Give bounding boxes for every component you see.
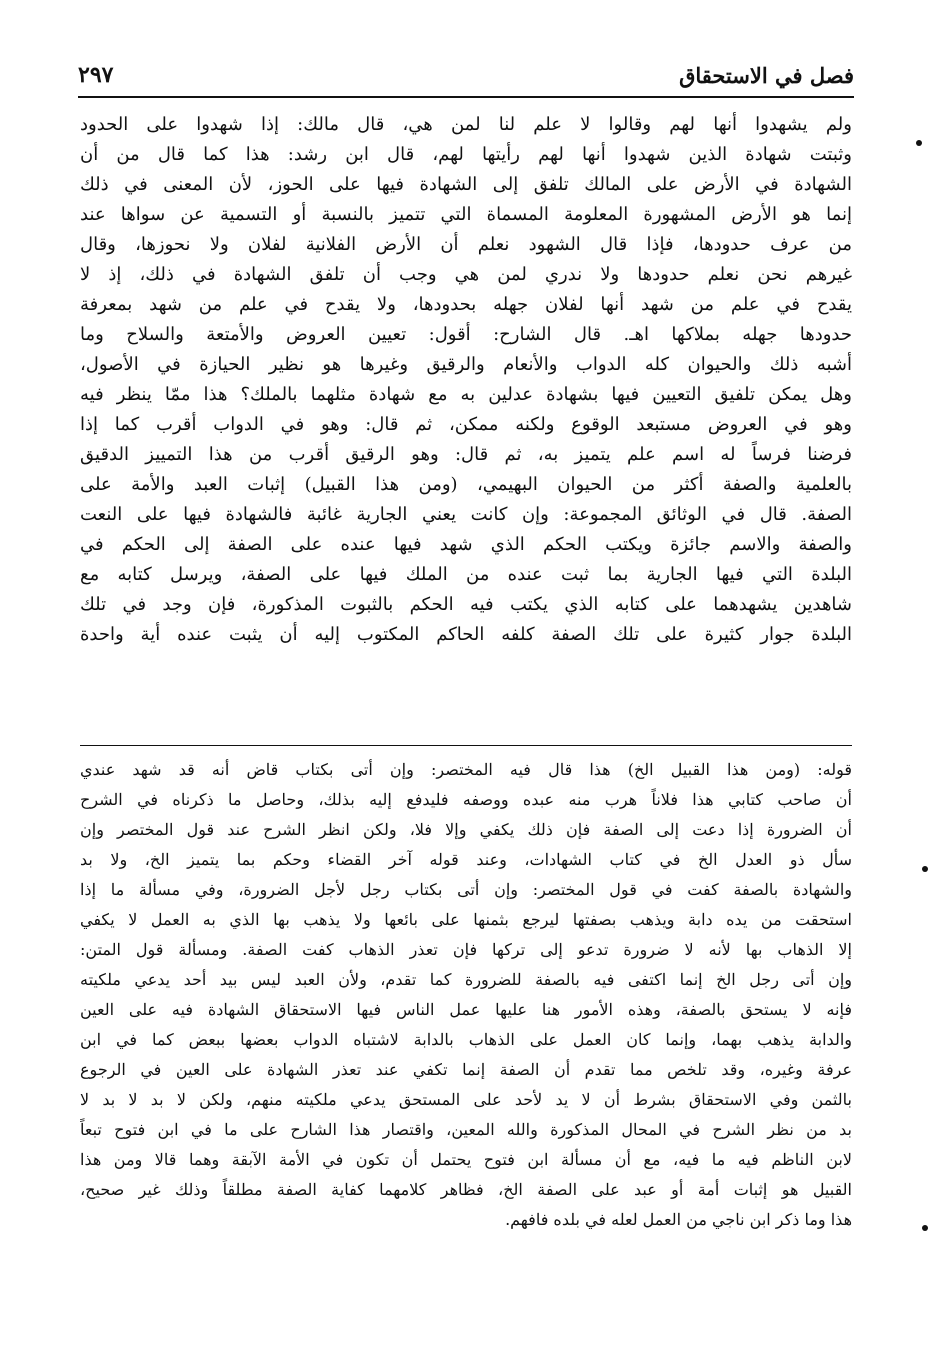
- main-text-line: البلدة جوار كثيرة على تلك الصفة كلفه الحاكم المكتوب إليه أن يثبت عنده أية واحدة: [80, 624, 852, 645]
- footnote-line: بد من نظر الشرح في المحال المذكورة والله المعين، واقتصار هذا الشارح على ما في ابن فتوح تبعاً: [80, 1120, 852, 1139]
- main-text-line: وهل يمكن تلفيق التعيين فيها بشهادة عدلين به مع شهادة مثلهما بالملك؟ هذا ممّا ينظر فيه: [80, 384, 852, 405]
- footnote-line: لابن الناظم فيه ما فيه، مع أن مسألة ابن فتوح يحتمل أن تكون في الأمة الآبقة وهما قالا ومن هذا: [80, 1150, 852, 1169]
- main-text-line: يقدح في علم من شهد أنها لفلان جهله بحدودها، ولا يقدح في علم من شهد بمعرفة: [80, 294, 852, 315]
- footnote-separator: [80, 745, 852, 746]
- page-number: ٢٩٧: [78, 62, 114, 88]
- main-text: [80, 110, 852, 650]
- footnote-line: عرفة وغيره، وقد تلخص مما تقدم أن الصفة إنما تكفي عند تعذر الشهادة على العين في الرجوع: [80, 1060, 852, 1079]
- main-text-line: والصفة والاسم جائزة ويكتب الحكم الذي شهد فيها عنده على الصفة إلى الحكم في: [80, 534, 852, 555]
- scan-mark: [916, 140, 922, 146]
- scan-mark: [922, 1225, 928, 1231]
- main-text-line: وهو في العروض مستبعد الوقوع ولكنه ممكن، ثم قال: وهو في الدواب أقرب كما إذا: [80, 414, 852, 435]
- main-text-line: ولم يشهدوا أنها لهم وقالوا لا علم لنا لمن هي، قال مالك: إذا شهدوا على الحدود: [80, 114, 852, 135]
- page-header: [78, 58, 854, 92]
- footnote-line: أن صاحب كتابي هذا فلاناً هرب منه عبده ووصفه فليدفع إليه بذلك، وحاصل ما ذكرناه في الشرح: [80, 790, 852, 809]
- main-text-line: شاهدين يشهدهما على كتابه الذي يكتب فيه الحكم بالثبوت المذكورة، فإن وجد في تلك: [80, 594, 852, 615]
- main-text-line: حدودها جهله بملاكها اهـ. قال الشارح: أقول: تعيين العروض والأمتعة والسلاح وما: [80, 324, 852, 345]
- footnote-line: أن الضرورة إذا دعت إلى الصفة فإن ذلك يكفي وإلا فلا، ولكن انظر الشرح عند قول المختصر وإن: [80, 820, 852, 839]
- chapter-title: فصل في الاستحقاق: [679, 62, 854, 88]
- footnote-line: والشهادة بالصفة كفت في قول المختصر: وإن أتى بكتاب رجل لأجل الضرورة، وفي مسألة ما إذا: [80, 880, 852, 899]
- footnote-line: قوله: (ومن هذا القبيل الخ) هذا قال فيه المختصر: وإن أتى بكتاب قاض أنه قد شهد عندي: [80, 760, 852, 779]
- main-text-line: أشبه ذلك والحيوان كله الدواب والأنعام والرقيق وغيرها هو نظير الحيازة في الأصول،: [80, 354, 852, 375]
- header-rule: [78, 96, 854, 98]
- footnote-line: سأل ذو العدل الخ في كتاب الشهادات، وعند قوله آخر القضاء وحكم بما يتميز الخ، ولا بد: [80, 850, 852, 869]
- main-text-line: الشهادة في الأرض على المالك تلفق إلى الشهادة فيها على الحوز، لأن المعنى في ذلك: [80, 174, 852, 195]
- main-text-line: فرضنا فرساً له اسم علم يتميز به، ثم قال: وهو الرقيق أقرب من هذا التمييز الدقيق: [80, 444, 852, 465]
- footnote-line: بالثمن وفي الاستحقاق بشرط أن لا يد لأحد على المستحق يدعي ملكيته منهم، ولكن لا بد لا بد لا: [80, 1090, 852, 1109]
- main-text-line: البلدة التي فيها الجارية بما ثبت عنده من الملك فيها على الصفة، ويرسل كتابه مع: [80, 564, 852, 585]
- scan-mark: [922, 866, 928, 872]
- footnote-line: فإنه لا يستحق بالصفة، وهذه الأمور هنا عليها عمل الناس فيها الاستحقاق الشهادة فيه على العين: [80, 1000, 852, 1019]
- footnote-line: هذا وما ذكر ابن ناجي من العمل لعله في بلده فافهم.: [505, 1210, 852, 1229]
- footnote-line: وإن أتى رجل الخ إنما اكتفى فيه بالصفة للضرورة كما تقدم، ولأن العبد ليس بيد أحد يدعي ملكيته: [80, 970, 852, 989]
- footnote-text: [80, 755, 852, 1235]
- main-text-line: إنما هو الأرض المشهورة المعلومة المسماة التي تتميز بالنسبة أو التسمية عن سواها عند: [80, 204, 852, 225]
- main-text-line: غيرهم نحن نعلم حدودها ولا ندري لمن هي وجب أن تلفق الشهادة في ذلك، إذ لا: [80, 264, 852, 285]
- main-text-line: وثبتت شهادة الذين شهدوا أنها لهم رأيتها لهم، قال ابن رشد: هذا كما قال من أن: [80, 144, 852, 165]
- footnote-line: والدابة يذهب بهما، وإنما كان العمل على الذهاب بالدابة لاشتباه الدواب بعضها ببعض كما في ابن: [80, 1030, 852, 1049]
- footnote-line: القبيل هو إثبات أمة أو عبد على الصفة الخ، فظاهر كلامهما كفاية الصفة مطلقاً وذلك غير صحيح،: [80, 1180, 852, 1199]
- main-text-line: الصفة. قال في الوثائق المجموعة: وإن كانت يعني الجارية غائبة فالشهادة فيها على النعت: [80, 504, 852, 525]
- main-text-line: من عرف حدودها، فإذا قال الشهود نعلم أن الأرض الفلانية لفلان ولا نحوزها، وقال: [80, 234, 852, 255]
- footnote-line: استحقت من يده دابة ويذهب بصفتها ليرجع بثمنها على بائعها ولا يذهب بها الذي به العمل لا يكفي: [80, 910, 852, 929]
- main-text-line: بالعلمية والصفة أكثر من الحيوان البهيمي، (ومن هذا القبيل) إثبات العبد والأمة على: [80, 474, 852, 495]
- footnote-line: إلا الذهاب بها لأنه لا ضرورة تدعو إلى تركها فإن تعذر الذهاب كفت الصفة. ومسألة قول المتن:: [80, 940, 852, 959]
